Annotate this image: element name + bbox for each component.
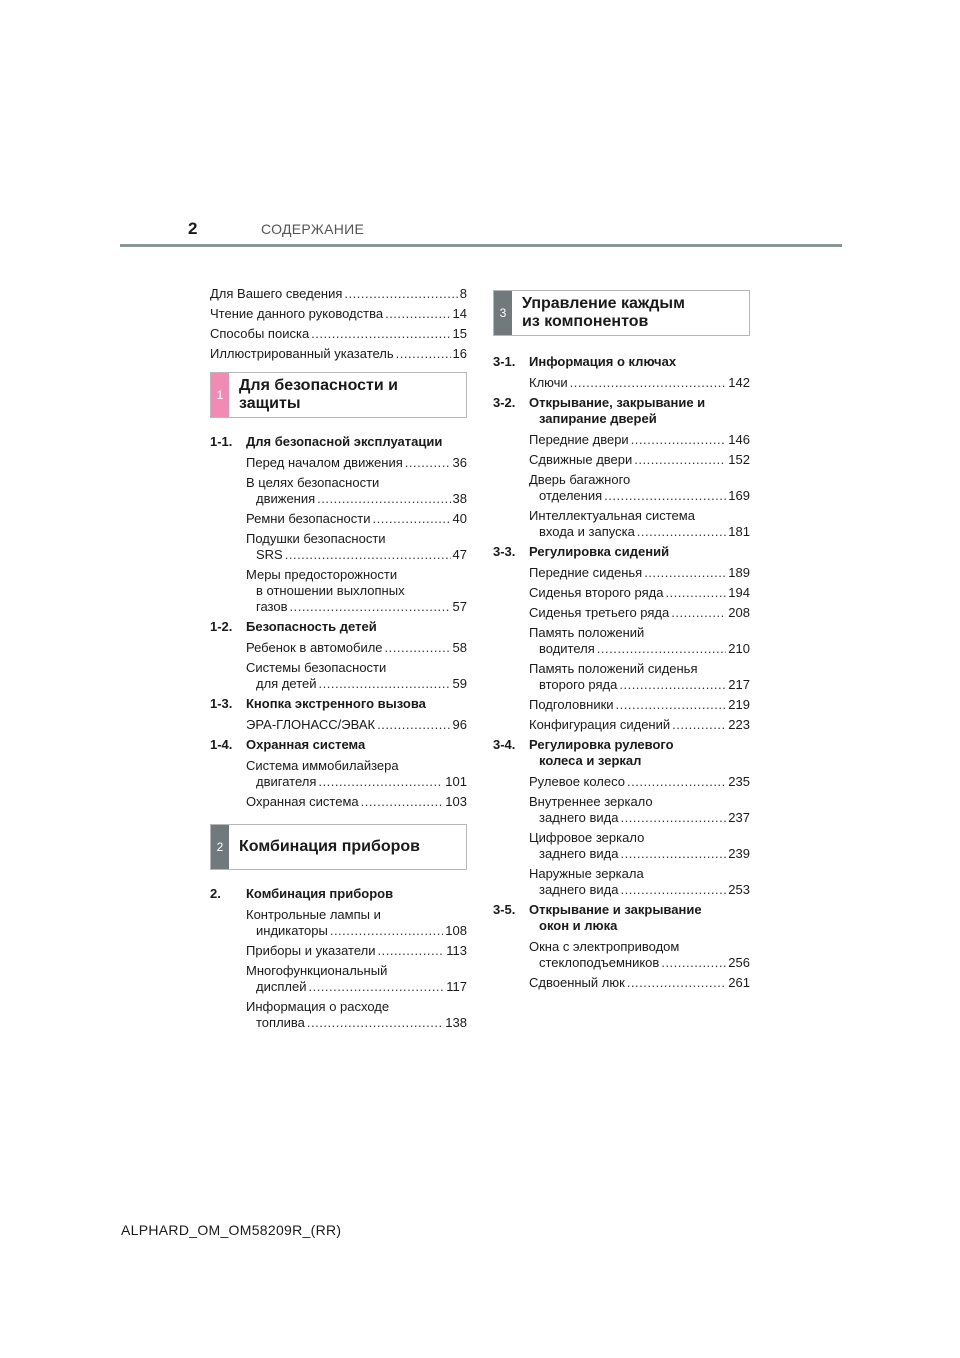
toc-entry[interactable]: Интеллектуальная система входа и запуска ..... 181 bbox=[493, 508, 750, 540]
section-heading[interactable]: 1-1. Для безопасной эксплуатации bbox=[210, 434, 443, 449]
toc-entry[interactable]: ЭРА-ГЛОНАСС/ЭВАК ..... 96 bbox=[210, 717, 467, 733]
toc-entry[interactable]: Перед началом движения ..... 36 bbox=[210, 455, 467, 471]
toc-entry[interactable]: Информация о расходе топлива ..... 138 bbox=[210, 999, 467, 1031]
toc-entry[interactable]: Контрольные лампы и индикаторы ..... 108 bbox=[210, 907, 467, 939]
chapter-2-tab: 2 bbox=[211, 825, 229, 869]
toc-entry[interactable]: Системы безопасности для детей ..... 59 bbox=[210, 660, 467, 692]
toc-entry[interactable]: Для Вашего сведения ..... 8 bbox=[210, 286, 467, 302]
toc-right-column bbox=[493, 290, 750, 995]
section-heading[interactable]: 1-3. Кнопка экстренного вызова bbox=[210, 696, 426, 711]
toc-entry[interactable]: Сдвижные двери ..... 152 bbox=[493, 452, 750, 468]
header-rule bbox=[120, 244, 842, 247]
section-heading[interactable]: 1-4. Охранная система bbox=[210, 737, 366, 752]
section-heading[interactable]: 3-5. Открывание и закрывание окон и люка bbox=[493, 902, 702, 933]
chapter-2-box[interactable] bbox=[210, 824, 467, 870]
intro-list bbox=[210, 286, 467, 362]
toc-left-column bbox=[210, 286, 467, 1035]
page-number: 2 bbox=[188, 219, 198, 238]
toc-entry[interactable]: Передние сиденья ..... 189 bbox=[493, 565, 750, 581]
toc-entry[interactable]: Сиденья второго ряда ..... 194 bbox=[493, 585, 750, 601]
toc-entry[interactable]: Цифровое зеркало заднего вида ..... 239 bbox=[493, 830, 750, 862]
section-heading[interactable]: 3-1. Информация о ключах bbox=[493, 354, 677, 369]
chapter-1-tab: 1 bbox=[211, 373, 229, 417]
toc-entry[interactable]: Иллюстрированный указатель ..... 16 bbox=[210, 346, 467, 362]
toc-entry[interactable]: Подголовники ..... 219 bbox=[493, 697, 750, 713]
toc-entry[interactable]: Память положений сиденья второго ряда ..... 217 bbox=[493, 661, 750, 693]
toc-entry[interactable]: Чтение данного руководства ..... 14 bbox=[210, 306, 467, 322]
document-code: ALPHARD_OM_OM58209R_(RR) bbox=[121, 1222, 342, 1238]
toc-entry[interactable]: Сдвоенный люк ..... 261 bbox=[493, 975, 750, 991]
page-header bbox=[120, 218, 842, 246]
toc-entry[interactable]: Передние двери ..... 146 bbox=[493, 432, 750, 448]
toc-entry[interactable]: Рулевое колесо ..... 235 bbox=[493, 774, 750, 790]
section-heading[interactable]: 3-4. Регулировка рулевого колеса и зеркал bbox=[493, 737, 674, 768]
toc-entry[interactable]: Сиденья третьего ряда ..... 208 bbox=[493, 605, 750, 621]
chapter-3-tab: 3 bbox=[494, 291, 512, 335]
section-heading[interactable]: 3-3. Регулировка сидений bbox=[493, 544, 670, 559]
toc-entry[interactable]: Охранная система ..... 103 bbox=[210, 794, 467, 810]
toc-entry[interactable]: Память положений водителя ..... 210 bbox=[493, 625, 750, 657]
toc-entry[interactable]: Способы поиска ..... 15 bbox=[210, 326, 467, 342]
chapter-3-box[interactable] bbox=[493, 290, 750, 336]
chapter-1-title: Для безопасности и защиты bbox=[239, 377, 398, 412]
chapter-1-box[interactable] bbox=[210, 372, 467, 418]
toc-entry[interactable]: Дверь багажного отделения ..... 169 bbox=[493, 472, 750, 504]
toc-entry[interactable]: Система иммобилайзера двигателя ..... 101 bbox=[210, 758, 467, 790]
chapter-2-title: Комбинация приборов bbox=[239, 838, 420, 855]
section-heading[interactable]: 3-2. Открывание, закрывание и запирание дверей bbox=[493, 395, 706, 426]
toc-entry[interactable]: Окна с электроприводом стеклоподъемников ..... 256 bbox=[493, 939, 750, 971]
toc-entry[interactable]: Многофункциональный дисплей ..... 117 bbox=[210, 963, 467, 995]
chapter-3-title: Управление каждым из компонентов bbox=[522, 295, 685, 330]
chapter-title: СОДЕРЖАНИЕ bbox=[261, 221, 365, 237]
toc-entry[interactable]: Внутреннее зеркало заднего вида ..... 237 bbox=[493, 794, 750, 826]
toc-entry[interactable]: В целях безопасности движения ..... 38 bbox=[210, 475, 467, 507]
toc-entry[interactable]: Конфигурация сидений ..... 223 bbox=[493, 717, 750, 733]
toc-entry[interactable]: Ребенок в автомобиле ..... 58 bbox=[210, 640, 467, 656]
section-heading[interactable]: 2. Комбинация приборов bbox=[210, 886, 394, 901]
toc-entry[interactable]: Ключи ..... 142 bbox=[493, 375, 750, 391]
toc-entry[interactable]: Наружные зеркала заднего вида ..... 253 bbox=[493, 866, 750, 898]
toc-entry[interactable]: Подушки безопасности SRS ..... 47 bbox=[210, 531, 467, 563]
toc-entry[interactable]: Меры предосторожности в отношении выхлопных газов ..... 57 bbox=[210, 567, 467, 615]
section-heading[interactable]: 1-2. Безопасность детей bbox=[210, 619, 377, 634]
toc-entry[interactable]: Приборы и указатели ..... 113 bbox=[210, 943, 467, 959]
toc-entry[interactable]: Ремни безопасности ..... 40 bbox=[210, 511, 467, 527]
